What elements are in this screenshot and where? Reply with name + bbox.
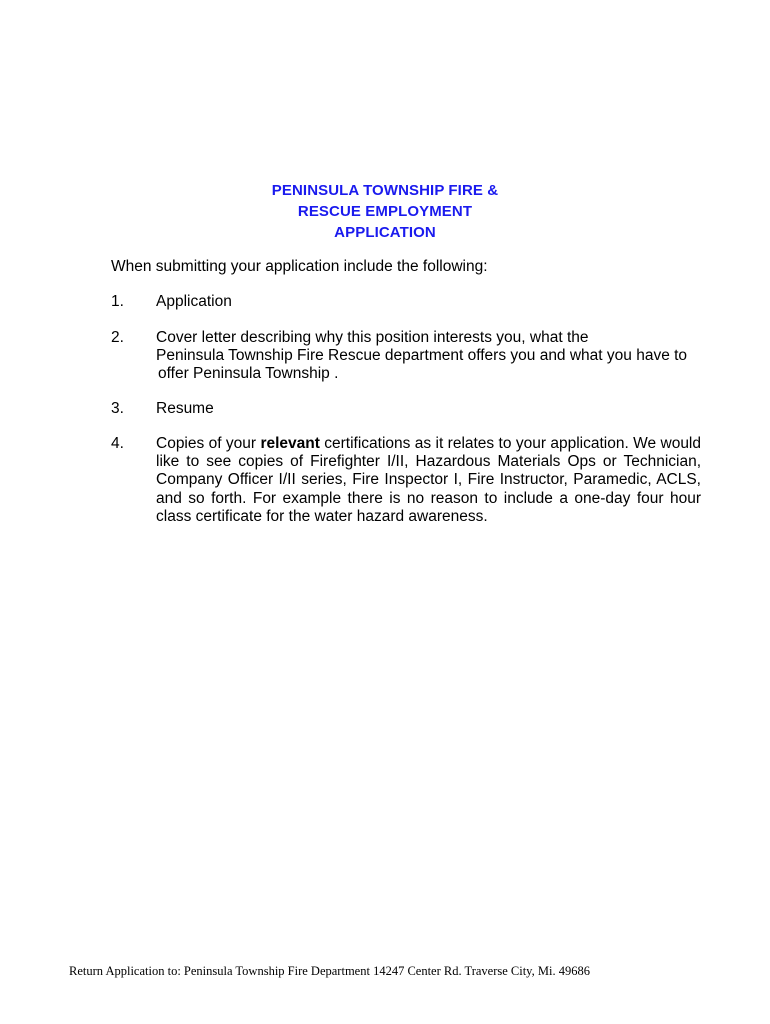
title-line-3: APPLICATION — [334, 224, 436, 241]
list-item-number: 1. — [111, 293, 124, 310]
list-item-line: Peninsula Township Fire Rescue department offers you and what you have to — [156, 347, 688, 365]
list-item-line: Application — [156, 293, 232, 310]
list-item-line: Company Officer I/II series, Fire Inspector I, Fire Instructor, Paramedic, ACLS, — [156, 471, 701, 489]
document-title — [0, 180, 770, 243]
intro-text: When submitting your application include the following: — [111, 258, 488, 275]
title-line-1: PENINSULA TOWNSHIP FIRE & — [271, 182, 499, 199]
list-item-body — [156, 435, 701, 526]
return-address-footer: Return Application to: Peninsula Township Fire Department 14247 Center Rd. Traverse City, Mi. 49686 — [69, 964, 590, 978]
list-item-number: 4. — [111, 435, 124, 452]
list-item-body — [156, 329, 701, 384]
list-item-line — [156, 435, 701, 453]
list-item-body — [156, 400, 701, 418]
list-item-text: Copies of your — [156, 435, 261, 452]
list-item-line: offer Peninsula Township . — [158, 365, 339, 383]
list-item-number: 3. — [111, 400, 124, 417]
list-item-line: Cover letter describing why this position interests you, what the — [156, 329, 589, 346]
list-item-number: 2. — [111, 329, 124, 346]
emphasis-relevant: relevant — [260, 435, 320, 452]
list-item-line: and so forth. For example there is no reason to include a one-day four hour — [156, 489, 701, 507]
list-item-line: like to see copies of Firefighter I/II, Hazardous Materials Ops or Technician, — [156, 453, 701, 471]
list-item-body — [156, 293, 701, 311]
title-line-2: RESCUE EMPLOYMENT — [297, 203, 473, 220]
list-item-text: certifications as it relates to your application. We would — [319, 435, 701, 452]
list-item-line: class certificate for the water hazard awareness. — [156, 507, 488, 525]
list-item-line: Resume — [156, 400, 214, 417]
